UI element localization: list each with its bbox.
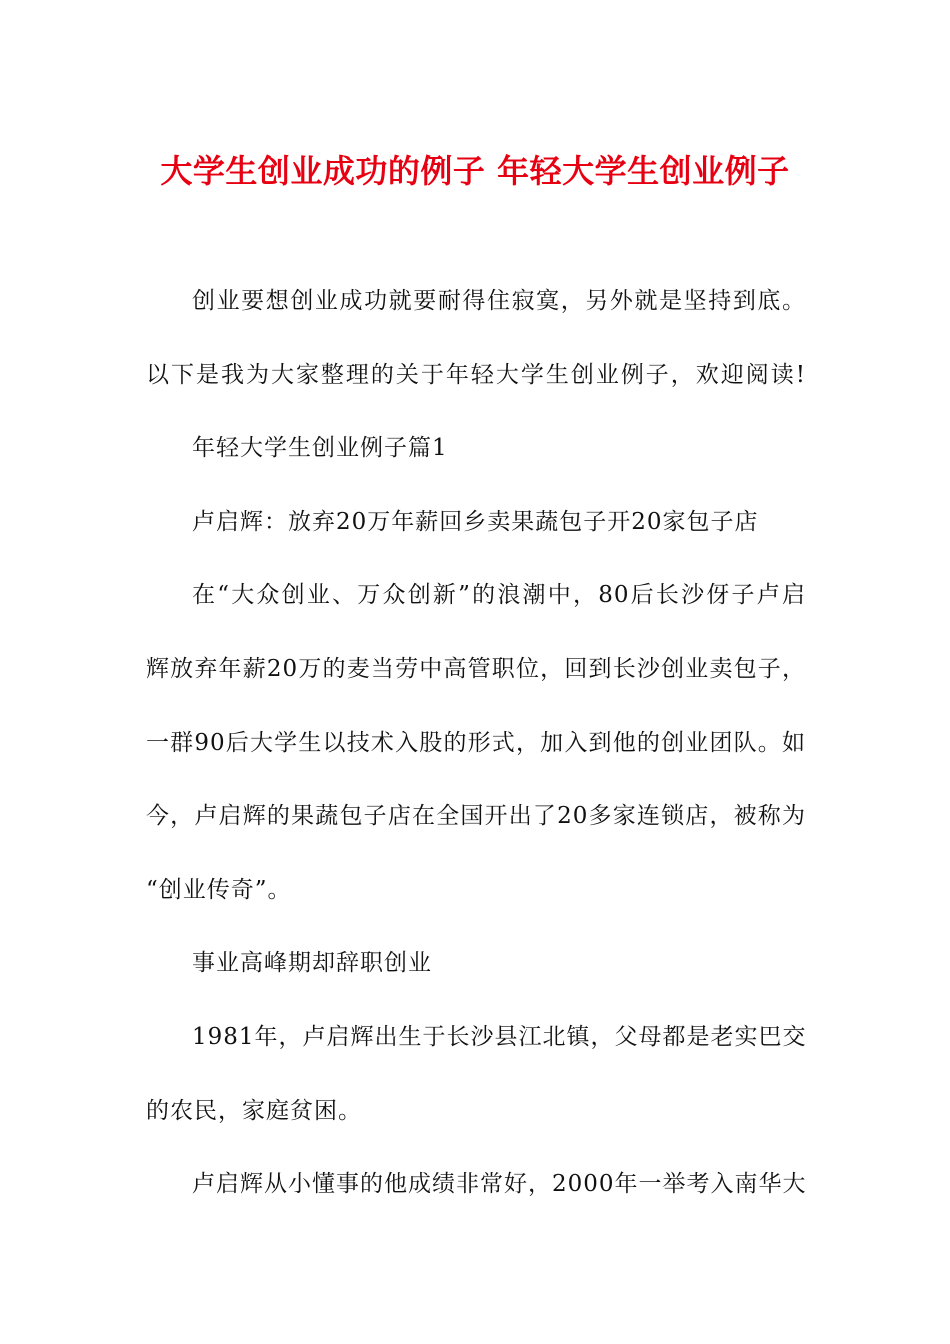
paragraph-line: 1981年，卢启辉出生于长沙县江北镇，父母都是老实巴交: [192, 1023, 807, 1050]
paragraph-line: 的农民，家庭贫困。: [146, 1097, 362, 1124]
paragraph-line: 以下是我为大家整理的关于年轻大学生创业例子，欢迎阅读!: [146, 361, 806, 388]
paragraph-line: 创业要想创业成功就要耐得住寂寞，另外就是坚持到底。: [192, 288, 806, 314]
paragraph-line: 今，卢启辉的果蔬包子店在全国开出了20多家连锁店，被称为: [146, 803, 806, 830]
document-body: [146, 278, 806, 1235]
paragraph-line: 一群90后大学生以技术入股的形式，加入到他的创业团队。如: [146, 729, 806, 756]
section-heading: 事业高峰期却辞职创业: [192, 950, 432, 977]
document-title: 大学生创业成功的例子 年轻大学生创业例子: [160, 152, 790, 190]
section-heading: 年轻大学生创业例子篇1: [192, 435, 448, 462]
paragraph-line: “创业传奇”。: [146, 876, 292, 903]
paragraph-line: 在“大众创业、万众创新”的浪潮中，80后长沙伢子卢启: [192, 582, 806, 609]
subheading-line: 卢启辉：放弃20万年薪回乡卖果蔬包子开20家包子店: [192, 508, 759, 535]
paragraph-line: 辉放弃年薪20万的麦当劳中高管职位，回到长沙创业卖包子，: [146, 655, 806, 682]
paragraph-line: 卢启辉从小懂事的他成绩非常好，2000年一举考入南华大: [192, 1171, 807, 1198]
